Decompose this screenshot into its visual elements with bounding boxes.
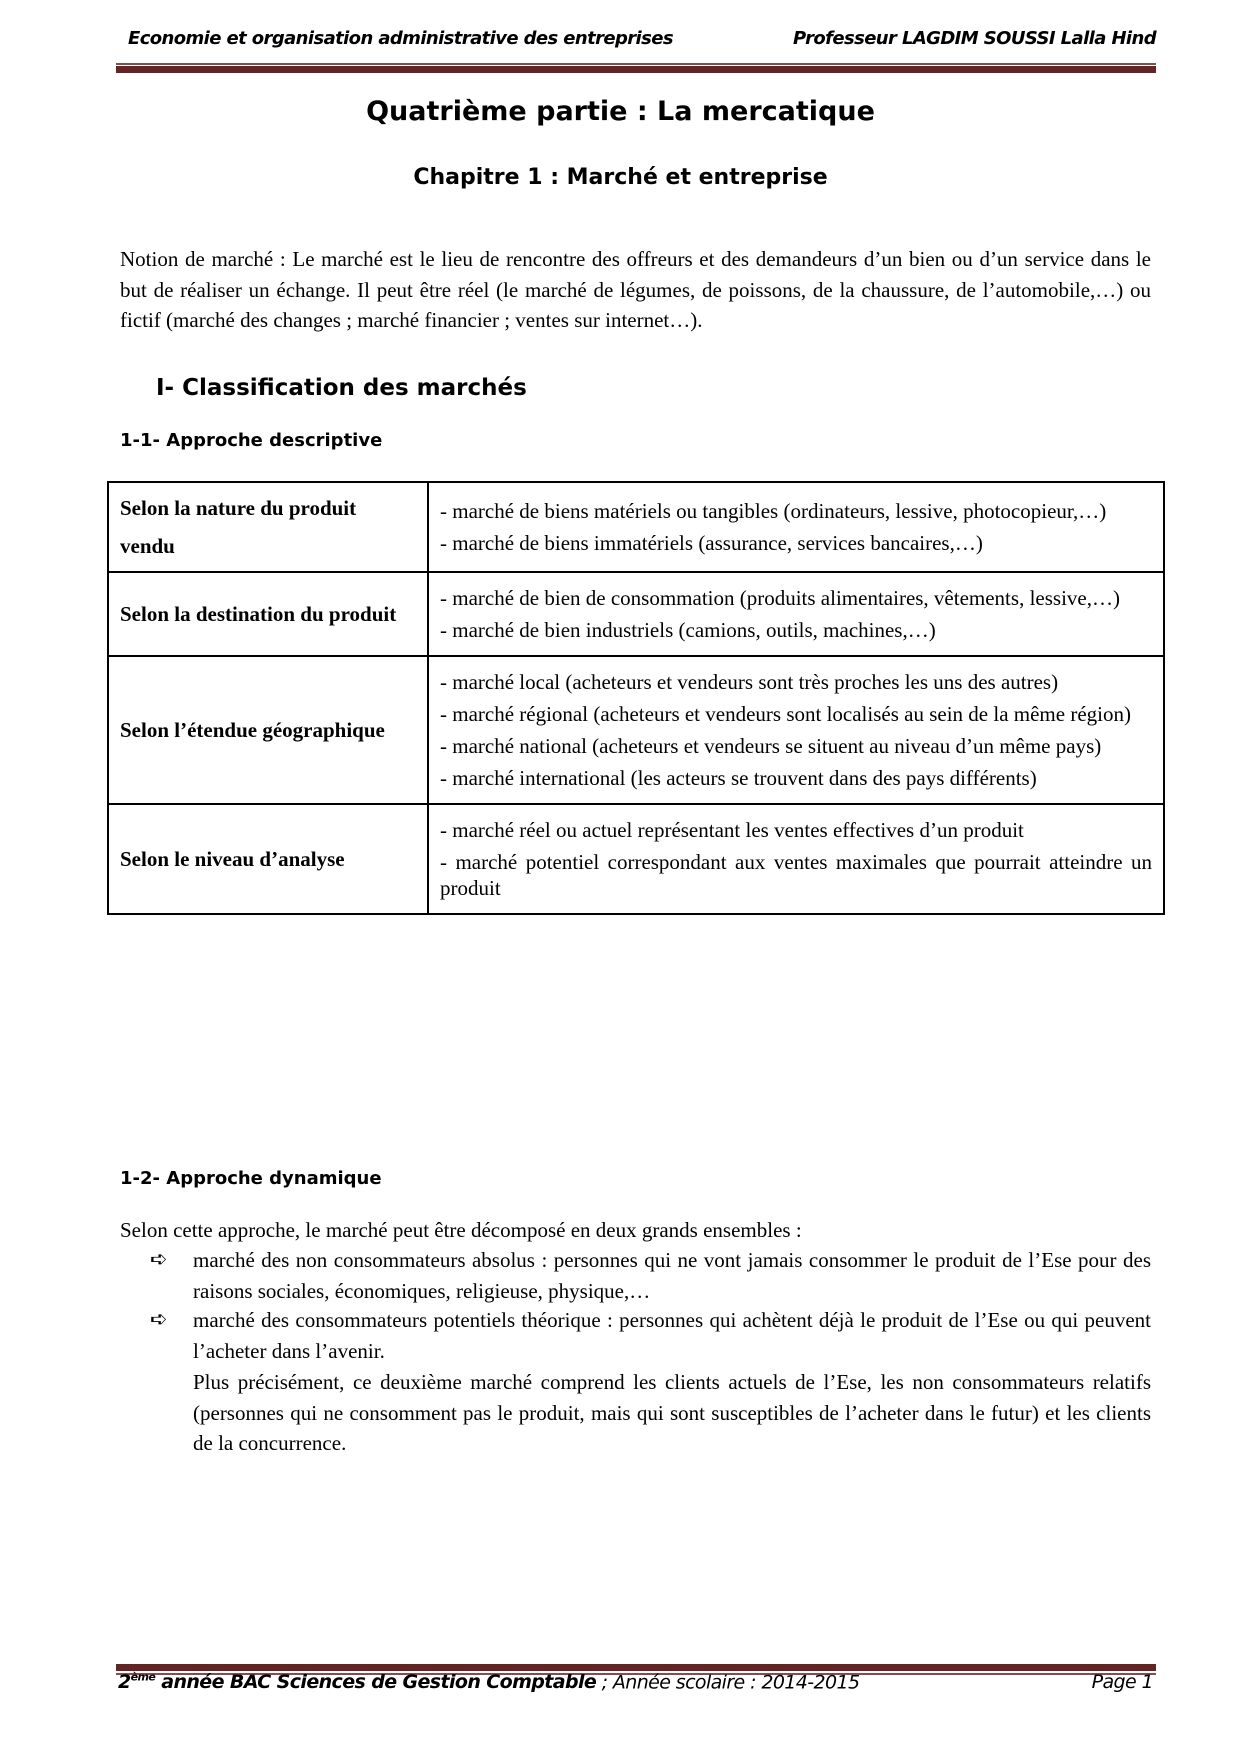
precision-paragraph: Plus précisément, ce deuxième marché comprend les clients actuels de l’Ese, les non consommateurs relatifs (personnes qui ne consomment pas le produit, mais qui sont susceptibles de l’acheter dans le futur) et les clients de la concurrence. [193, 1370, 1151, 1455]
row-criterion: Selon le niveau d’analyse [108, 804, 428, 914]
bullet-item: marché des consommateurs potentiels théorique : personnes qui achètent déjà le produit de l’Ese ou qui peuvent l’acheter dans l’avenir. [193, 1308, 1151, 1363]
header-course: Economie et organisation administrative des entreprises [128, 28, 673, 49]
header-rule-thick [116, 66, 1156, 73]
market-type: - marché régional (acheteurs et vendeurs sont localisés au sein de la même région) [440, 702, 1131, 726]
dynamic-intro: Selon cette approche, le marché peut être décomposé en deux grands ensembles : [120, 1218, 802, 1242]
classification-table [107, 481, 1165, 915]
row-values [428, 656, 1164, 804]
table-row [108, 482, 1164, 572]
bullet-item: marché des non consommateurs absolus : personnes qui ne vont jamais consommer le produit de l’Ese pour des raisons sociales, économiques, religieuse, physique,… [193, 1248, 1151, 1303]
subsection-heading-dynamic: 1-2- Approche dynamique [120, 1168, 382, 1189]
intro-paragraph: Notion de marché : Le marché est le lieu de rencontre des offreurs et des demandeurs d’un bien ou d’un service dans le but de réaliser un échange. Il peut être réel (le marché de légumes, de poissons, de la chaussure, de l’automobile,…) ou fictif (marché des changes ; marché financier ; ventes sur internet…). [120, 247, 1151, 332]
market-type: - marché national (acheteurs et vendeurs se situent au niveau d’un même pays) [440, 734, 1102, 758]
arrow-icon: ➪ [150, 1307, 168, 1331]
market-type: - marché de bien industriels (camions, outils, machines,…) [440, 618, 936, 642]
chapter-title: Chapitre 1 : Marché et entreprise [413, 165, 828, 190]
table-row [108, 656, 1164, 804]
header-teacher: Professeur LAGDIM SOUSSI Lalla Hind [793, 28, 1156, 49]
row-criterion: Selon la nature du produit vendu [108, 482, 428, 572]
market-type: - marché de bien de consommation (produits alimentaires, vêtements, lessive,…) [440, 586, 1120, 610]
row-values [428, 572, 1164, 656]
row-criterion: Selon l’étendue géographique [108, 656, 428, 804]
market-type: - marché potentiel correspondant aux ventes maximales que pourrait atteindre un produit [440, 850, 1152, 900]
market-type: - marché international (les acteurs se trouvent dans des pays différents) [440, 766, 1037, 790]
footer-class: 2ème année BAC Sciences de Gestion Comptable ; Année scolaire : 2014-2015 [118, 1671, 860, 1694]
row-values [428, 482, 1164, 572]
row-values [428, 804, 1164, 914]
header-rule [116, 63, 1156, 65]
table-row [108, 572, 1164, 656]
arrow-icon: ➪ [150, 1247, 168, 1271]
row-criterion: Selon la destination du produit [108, 572, 428, 656]
footer-rule-thick [116, 1664, 1156, 1671]
section-heading: I- Classification des marchés [156, 375, 527, 401]
market-type: - marché local (acheteurs et vendeurs sont très proches les uns des autres) [440, 670, 1059, 694]
market-type: - marché réel ou actuel représentant les ventes effectives d’un produit [440, 818, 1024, 842]
subsection-heading: 1-1- Approche descriptive [120, 430, 383, 451]
page-title: Quatrième partie : La mercatique [366, 96, 875, 127]
market-type: - marché de biens matériels ou tangibles (ordinateurs, lessive, photocopieur,…) [440, 499, 1107, 523]
table-row [108, 804, 1164, 914]
market-type: - marché de biens immatériels (assurance, services bancaires,…) [440, 531, 983, 555]
page-number: Page 1 [1091, 1671, 1153, 1693]
